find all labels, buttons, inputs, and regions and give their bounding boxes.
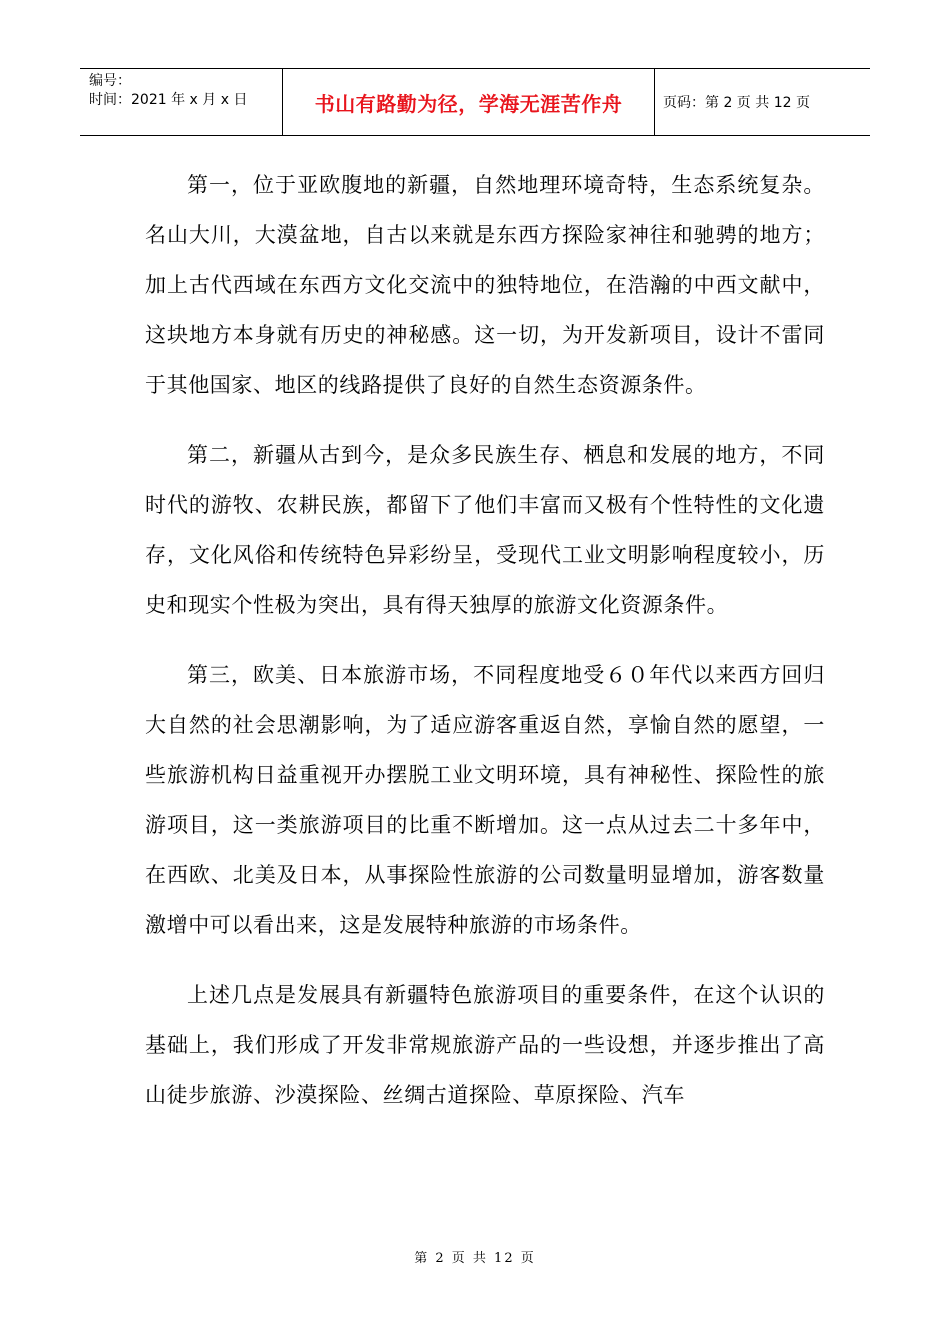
paragraph: 第三，欧美、日本旅游市场，不同程度地受６０年代以来西方回归大自然的社会思潮影响，为了适应游客重返自然，享愉自然的愿望，一些旅游机构日益重视开办摆脱工业文明环境，具有神秘性、探险性的旅游项目，这一类旅游项目的比重不断增加。这一点从过去二十多年中，在西欧、北美及日本，从事探险性旅游的公司数量明显增加，游客数量激增中可以看出来，这是发展特种旅游的市场条件。	[145, 663, 825, 937]
document-time-label: 时间：2021 年 x 月 x 日	[89, 92, 248, 108]
header-meta-cell	[80, 69, 283, 135]
paragraph: 第一，位于亚欧腹地的新疆，自然地理环境奇特，生态系统复杂。名山大川，大漠盆地，自古以来就是东西方探险家神往和驰骋的地方；加上古代西域在东西方文化交流中的独特地位，在浩瀚的中西文献中，这块地方本身就有历史的神秘感。这一切，为开发新项目，设计不雷同于其他国家、地区的线路提供了良好的自然生态资源条件。	[145, 173, 825, 397]
paragraph: 上述几点是发展具有新疆特色旅游项目的重要条件，在这个认识的基础上，我们形成了开发非常规旅游产品的一些设想，并逐步推出了高山徒步旅游、沙漠探险、丝绸古道探险、草原探险、汽车	[145, 983, 825, 1107]
header-motto: 书山有路勤为径，学海无涯苦作舟	[283, 69, 655, 135]
document-body	[145, 160, 825, 1140]
page-footer: 第 2 页 共 12 页	[414, 1251, 536, 1266]
header-page-info: 页码：第 2 页 共 12 页	[663, 95, 810, 111]
paragraph: 第二，新疆从古到今，是众多民族生存、栖息和发展的地方，不同时代的游牧、农耕民族，都留下了他们丰富而又极有个性特性的文化遗存，文化风俗和传统特色异彩纷呈，受现代工业文明影响程度较小，历史和现实个性极为突出，具有得天独厚的旅游文化资源条件。	[145, 443, 825, 617]
page-header	[80, 68, 870, 136]
document-number-label: 编号：	[89, 73, 131, 89]
